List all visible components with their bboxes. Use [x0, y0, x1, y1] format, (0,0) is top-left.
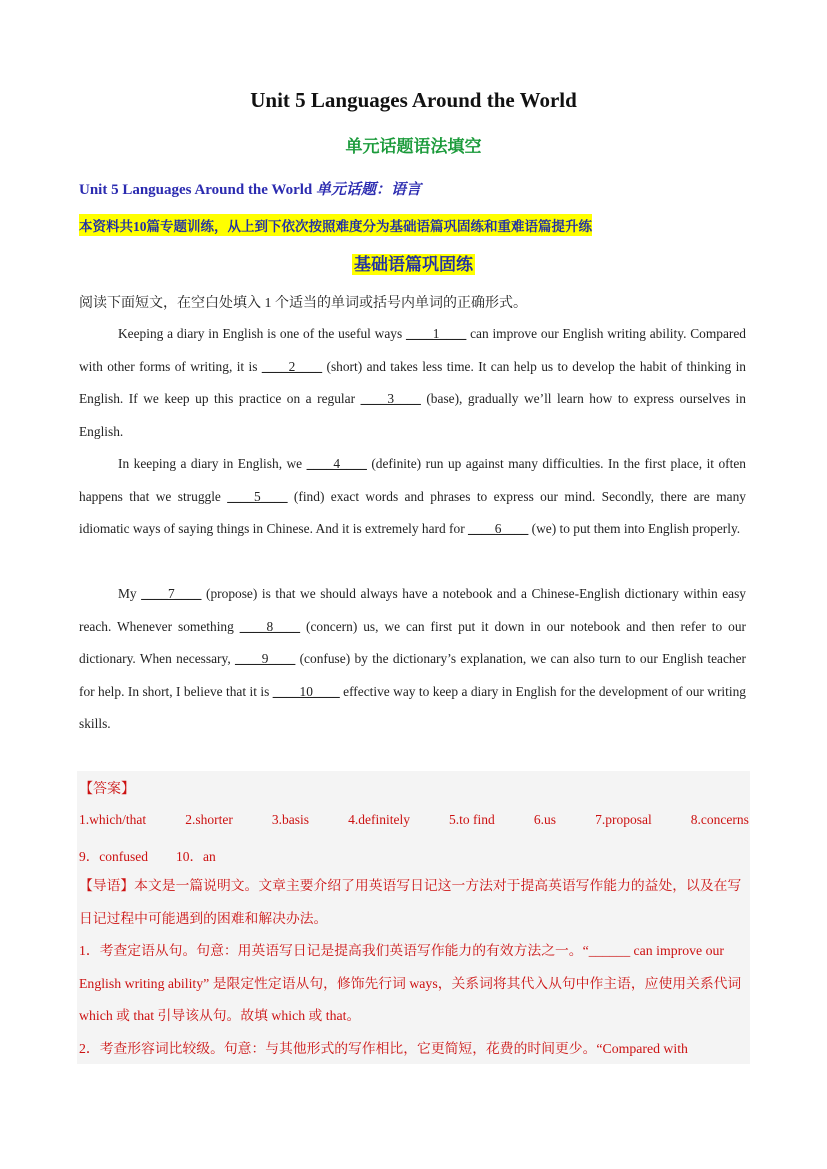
text: My	[118, 586, 142, 601]
unit-topic-cn: 单元话题：语言	[316, 182, 422, 198]
answer-item: 3.basis	[271, 812, 310, 827]
answer-item: 2.shorter	[185, 812, 233, 827]
answer-row-2	[79, 845, 216, 865]
notice-banner: 本资料共10篇专题训练，从上到下依次按照难度分为基础语篇巩固练和重难语篇提升练	[79, 214, 592, 236]
answer-item: 6.us	[533, 812, 557, 827]
instruction-text: 阅读下面短文，在空白处填入 1 个适当的单词或括号内单词的正确形式。	[79, 296, 527, 311]
blank-2: ____2____	[261, 358, 323, 374]
passage-paragraph-3	[79, 578, 746, 741]
blank-1: ____1____	[406, 326, 467, 341]
text: effective way to keep a diary in English for the development of our writing skills.	[79, 683, 746, 731]
text: (confuse) by the dictionary’s explanation, we can also turn to our English teacher for help. In short, I believe that it is	[79, 651, 746, 699]
explanation-item-2: 2．考查形容词比较级。句意：与其他形式的写作相比，它更简短，花费的时间更少。“Compared with	[79, 1041, 688, 1056]
page-subtitle: 单元话题语法填空	[345, 137, 482, 156]
answer-item: 1.which/that	[79, 812, 147, 827]
unit-topic-en: Unit 5 Languages Around the World	[79, 182, 317, 198]
explanation-intro: 【导语】本文是一篇说明文。文章主要介绍了用英语写日记这一方法对于提高英语写作能力的益处，以及在写日记过程中可能遇到的困难和解决办法。	[79, 878, 742, 926]
text: Keeping a diary in English is one of the useful ways	[118, 326, 406, 341]
blank-8: ____8____	[239, 618, 301, 634]
blank-3: ____3____	[360, 391, 421, 406]
text: (find) exact words and phrases to express our mind. Secondly, there are many idiomatic ways of saying things in Chinese. And it is extremely hard for	[79, 488, 746, 536]
text: (definite) run up against many difficulties. In the first place, it often happens that we struggle	[79, 456, 746, 504]
answer-item: 8.concerns	[690, 812, 749, 827]
text: (short) and takes less time. It can help us to develop the habit of thinking in English. If we keep up this practice on a regular	[79, 358, 746, 406]
blank-6: ____6____	[468, 521, 529, 536]
passage-paragraph-2	[79, 448, 746, 546]
answer-item: 9．confused	[79, 849, 148, 864]
blank-5: ____5____	[227, 488, 288, 504]
blank-10: ____10____	[272, 683, 340, 699]
passage-paragraph-1	[79, 318, 746, 448]
answer-item: 7.proposal	[595, 812, 652, 827]
answer-label: 【答案】	[79, 782, 135, 797]
text: In keeping a diary in English, we	[118, 456, 307, 471]
answer-row-1	[79, 812, 749, 828]
blank-9: ____9____	[235, 651, 296, 666]
explanation-item-1: 1．考查定语从句。句意：用英语写日记是提高我们英语写作能力的有效方法之一。“______ can improve our English writing ability” 是限定性定语从句，修饰先行词 ways，关系词将其代入从句中作主语，应使用关系代词 which 或 that 引导该从句。故填 which 或 that。	[79, 943, 742, 1023]
answer-item: 5.to find	[449, 812, 495, 827]
section-heading	[0, 250, 827, 275]
answer-item: 4.definitely	[348, 812, 410, 827]
text: (we) to put them into English properly.	[528, 521, 741, 536]
text: can improve our English writing ability. Compared with other forms of writing, it is	[79, 326, 746, 374]
text: (concern) us, we can first put it down in our notebook and then refer to our dictionary. When necessary,	[79, 618, 746, 666]
unit-topic	[79, 178, 421, 199]
text: (base), gradually we’ll learn how to express ourselves in English.	[79, 391, 746, 439]
section-title: 基础语篇巩固练	[354, 255, 473, 274]
blank-7: ____7____	[141, 586, 202, 601]
text: (propose) is that we should always have a notebook and a Chinese-English dictionary within easy reach. Whenever something	[79, 586, 746, 634]
answer-item: 10．an	[175, 849, 216, 864]
page-title: Unit 5 Languages Around the World	[250, 88, 577, 112]
blank-4: ____4____	[306, 456, 367, 471]
